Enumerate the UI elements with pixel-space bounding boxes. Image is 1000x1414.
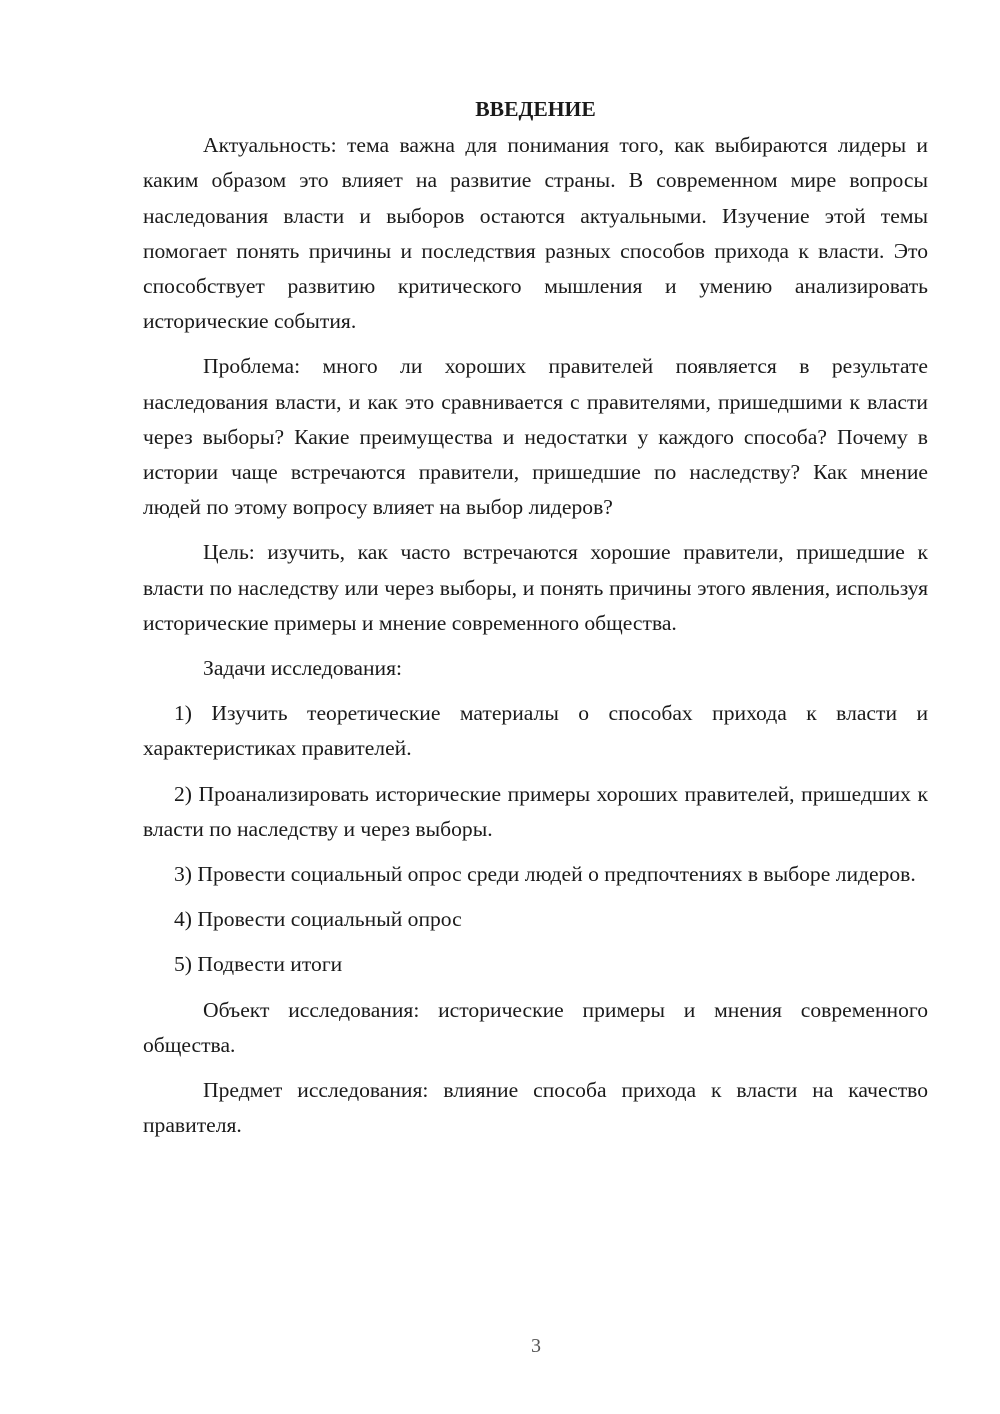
problem-paragraph: Проблема: много ли хороших правителей появляется в результате наследования власти, и как это сравнивается с правителями, пришедшими к власти через выборы? Какие преимущества и недостатки у каждого способа? Почему в истории чаще встречаются правители, пришедшие по наследству? Как мнение людей по этому вопросу влияет на выбор лидеров? <box>143 354 928 520</box>
subject-paragraph: Предмет исследования: влияние способа прихода к власти на качество правителя. <box>143 1078 928 1138</box>
task-item-5: 5) Подвести итоги <box>174 952 343 977</box>
page-number: 3 <box>531 1335 541 1357</box>
task-item-2: 2) Проанализировать исторические примеры хороших правителей, пришедших к власти по наследству и через выборы. <box>143 781 928 841</box>
task-item-1: 1) Изучить теоретические материалы о способах прихода к власти и характеристиках правителей. <box>143 701 928 761</box>
section-heading: ВВЕДЕНИЕ <box>475 97 596 121</box>
task-item-4: 4) Провести социальный опрос <box>174 907 462 932</box>
goal-paragraph: Цель: изучить, как часто встречаются хорошие правители, пришедшие к власти по наследству или через выборы, и понять причины этого явления, используя исторические примеры и мнение современного общества. <box>143 540 928 635</box>
object-paragraph: Объект исследования: исторические примеры и мнения современного общества. <box>143 997 928 1057</box>
task-item-3: 3) Провести социальный опрос среди людей о предпочтениях в выборе лидеров. <box>174 862 916 887</box>
relevance-paragraph: Актуальность: тема важна для понимания того, как выбираются лидеры и каким образом это влияет на развитие страны. В современном мире вопросы наследования власти и выборов остаются актуальными. Изучение этой темы помогает понять причины и последствия разных способов прихода к власти. Это способствует развитию критического мышления и умению анализировать исторические события. <box>143 133 928 334</box>
page-content <box>143 92 928 1143</box>
tasks-heading: Задачи исследования: <box>203 656 403 681</box>
